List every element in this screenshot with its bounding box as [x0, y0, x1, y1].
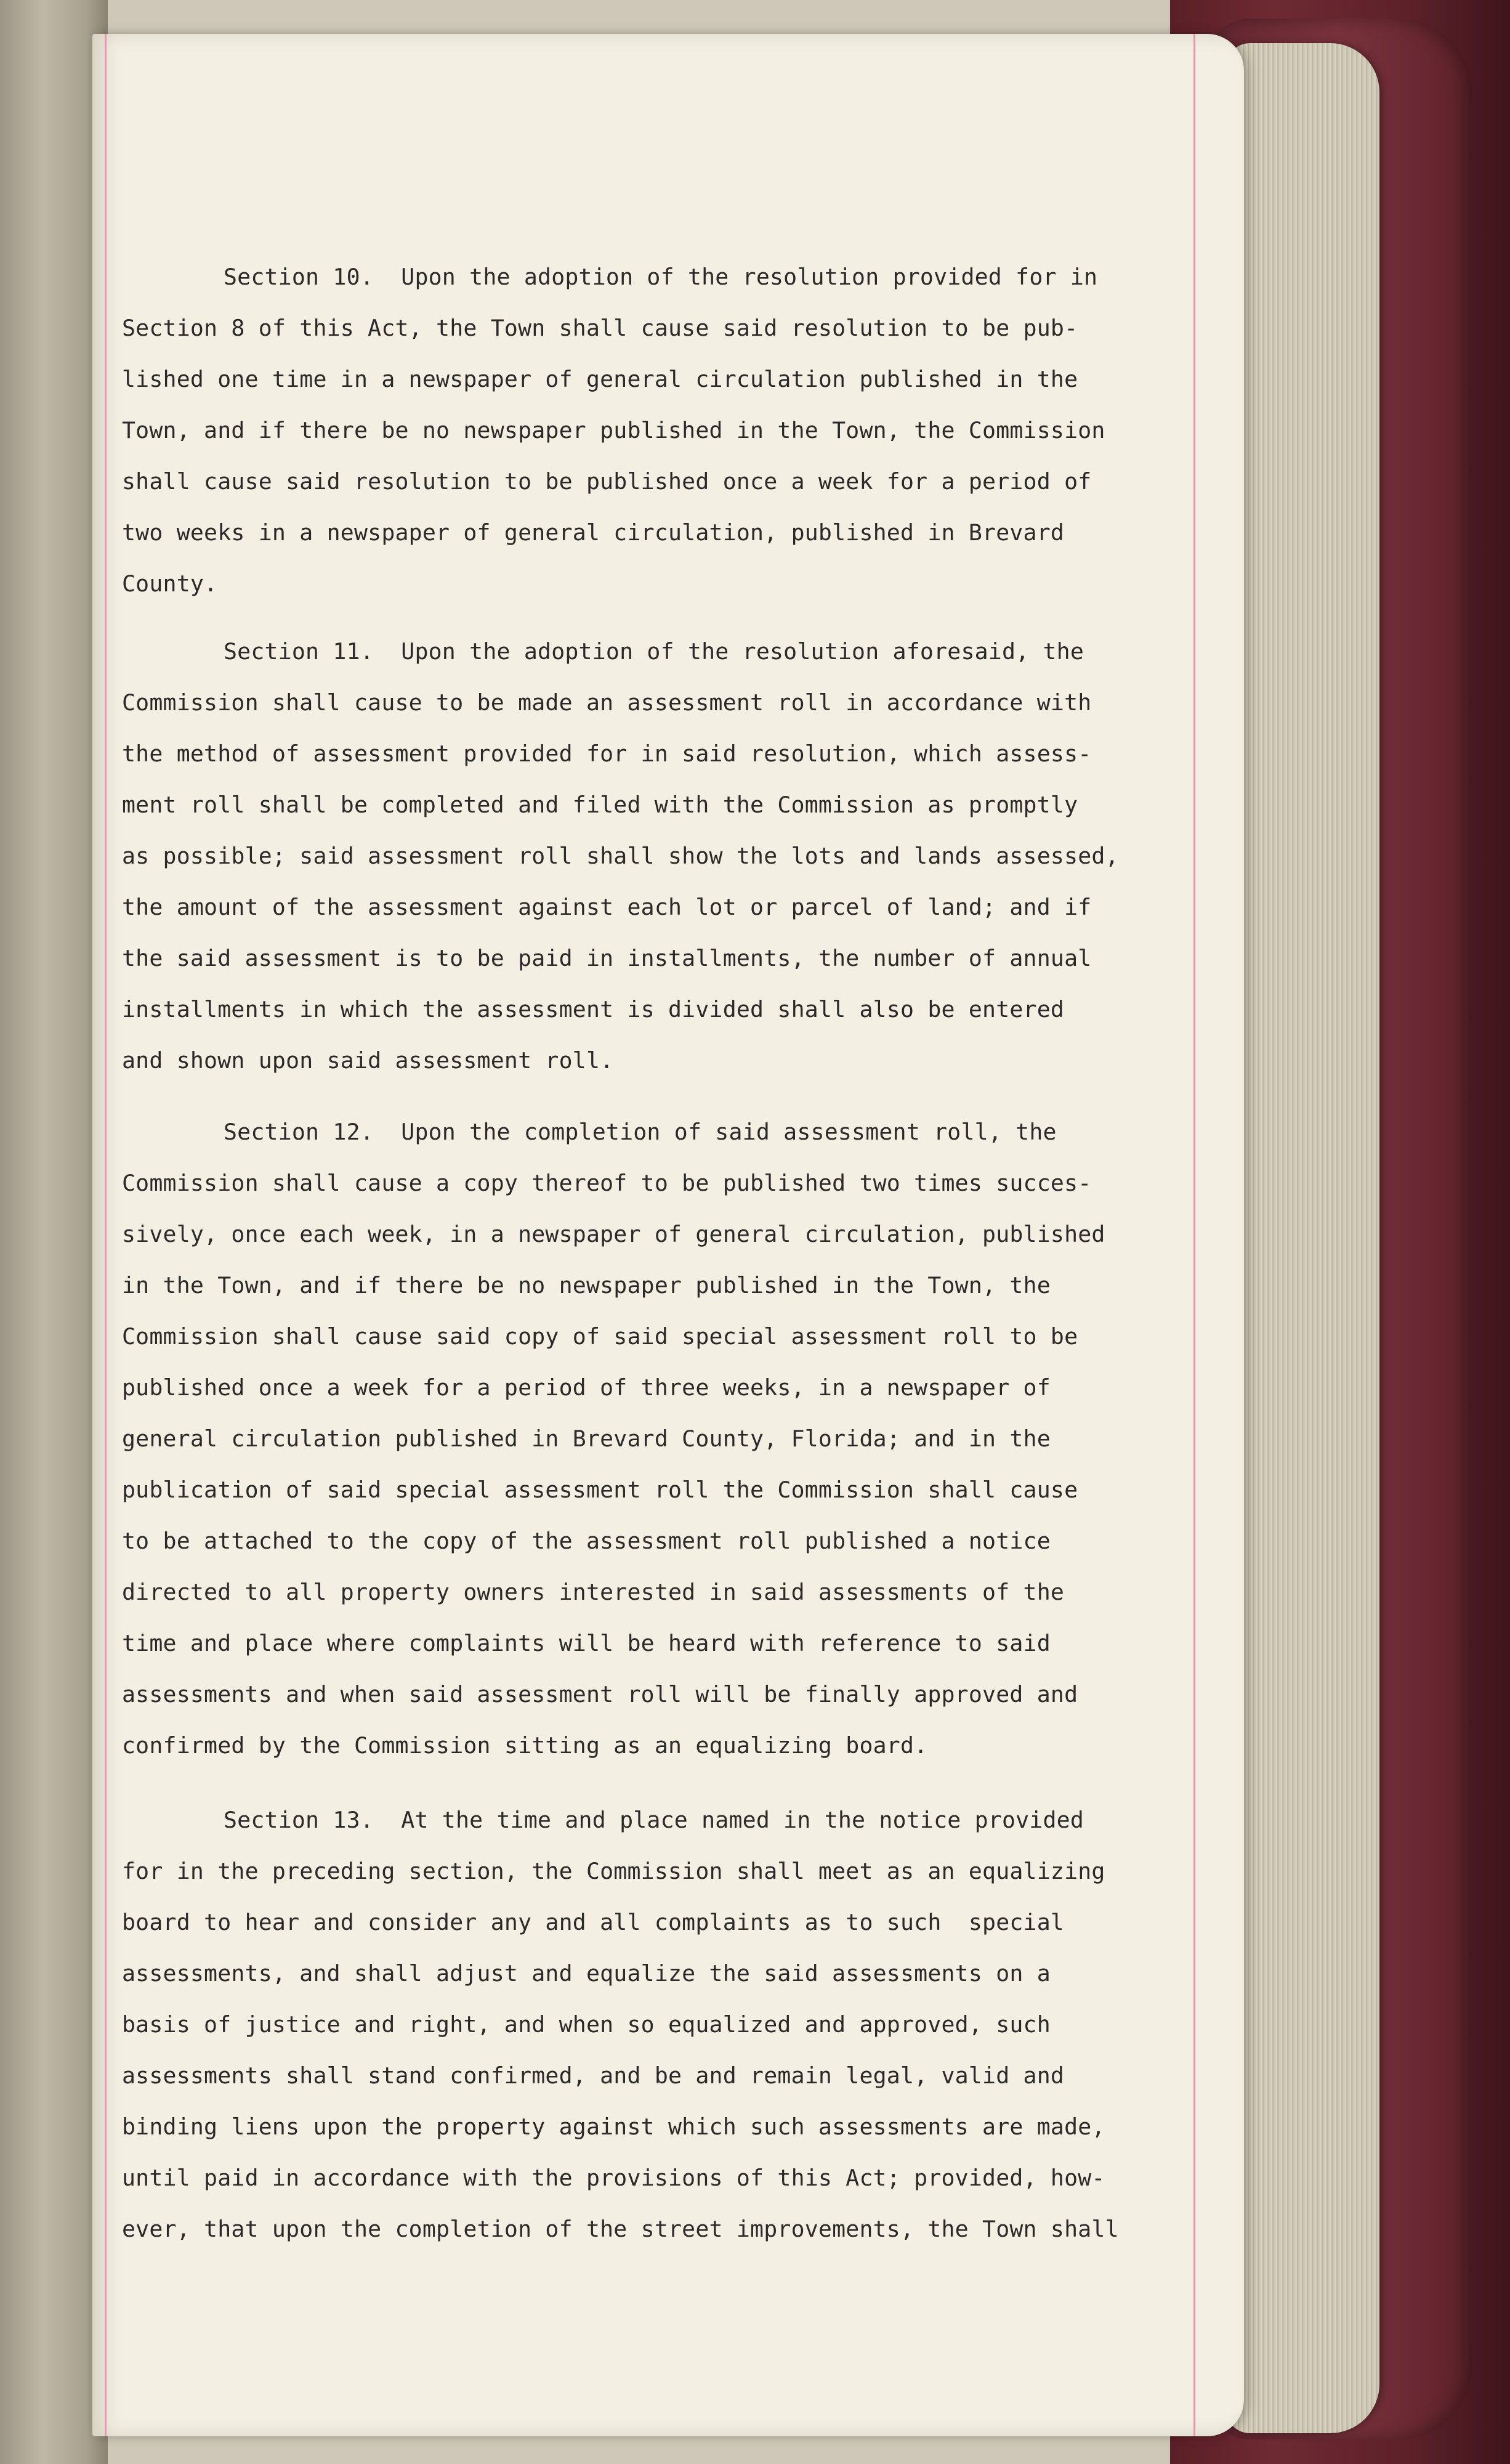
text-line: publication of said special assessment roll the Commission shall cause: [122, 1477, 1078, 1503]
text-line: and shown upon said assessment roll.: [122, 1047, 614, 1074]
text-line: as possible; said assessment roll shall show the lots and lands assessed,: [122, 843, 1119, 869]
ledger-page: [92, 34, 1244, 2436]
text-line: to be attached to the copy of the assessment roll published a notice: [122, 1528, 1051, 1554]
text-line: Section 8 of this Act, the Town shall cause said resolution to be pub-: [122, 315, 1078, 341]
text-line: until paid in accordance with the provisions of this Act; provided, how-: [122, 2165, 1105, 2191]
text-line: assessments, and shall adjust and equalize the said assessments on a: [122, 1960, 1051, 1987]
text-line: Section 13. At the time and place named in the notice provided: [224, 1807, 1084, 1833]
text-line: in the Town, and if there be no newspaper published in the Town, the: [122, 1272, 1051, 1299]
text-line: directed to all property owners interested in said assessments of the: [122, 1579, 1065, 1605]
text-line: assessments and when said assessment roll will be finally approved and: [122, 1681, 1078, 1708]
text-line: sively, once each week, in a newspaper of general circulation, published: [122, 1221, 1105, 1247]
right-margin-rule: [1193, 34, 1195, 2436]
text-line: shall cause said resolution to be published once a week for a period of: [122, 468, 1092, 495]
text-line: ever, that upon the completion of the street improvements, the Town shall: [122, 2216, 1119, 2242]
text-line: basis of justice and right, and when so equalized and approved, such: [122, 2011, 1051, 2038]
text-line: assessments shall stand confirmed, and be and remain legal, valid and: [122, 2062, 1065, 2089]
text-line: installments in which the assessment is divided shall also be entered: [122, 996, 1065, 1023]
text-line: lished one time in a newspaper of general circulation published in the: [122, 366, 1078, 392]
text-line: the method of assessment provided for in said resolution, which assess-: [122, 740, 1092, 767]
text-line: published once a week for a period of three weeks, in a newspaper of: [122, 1374, 1051, 1401]
page-edges: [1225, 43, 1379, 2433]
text-line: for in the preceding section, the Commission shall meet as an equalizing: [122, 1858, 1105, 1884]
text-line: time and place where complaints will be heard with reference to said: [122, 1630, 1051, 1656]
text-line: the said assessment is to be paid in installments, the number of annual: [122, 945, 1092, 971]
text-line: ment roll shall be completed and filed with the Commission as promptly: [122, 792, 1078, 818]
text-line: Commission shall cause to be made an assessment roll in accordance with: [122, 689, 1092, 716]
text-line: Commission shall cause said copy of said special assessment roll to be: [122, 1323, 1078, 1350]
text-line: two weeks in a newspaper of general circulation, published in Brevard: [122, 519, 1065, 546]
text-line: Section 12. Upon the completion of said assessment roll, the: [224, 1119, 1057, 1145]
text-line: County.: [122, 570, 218, 597]
facing-page-gutter: [0, 0, 108, 2464]
text-line: Commission shall cause a copy thereof to be published two times succes-: [122, 1170, 1092, 1196]
text-line: Town, and if there be no newspaper published in the Town, the Commission: [122, 417, 1105, 444]
text-line: general circulation published in Brevard County, Florida; and in the: [122, 1425, 1051, 1452]
text-line: Section 11. Upon the adoption of the resolution aforesaid, the: [224, 638, 1084, 665]
text-line: binding liens upon the property against which such assessments are made,: [122, 2113, 1105, 2140]
text-line: Section 10. Upon the adoption of the resolution provided for in: [224, 264, 1098, 290]
text-line: the amount of the assessment against each lot or parcel of land; and if: [122, 894, 1092, 920]
text-line: board to hear and consider any and all complaints as to such special: [122, 1909, 1065, 1935]
text-line: confirmed by the Commission sitting as an equalizing board.: [122, 1732, 928, 1759]
left-margin-rule: [105, 34, 107, 2436]
